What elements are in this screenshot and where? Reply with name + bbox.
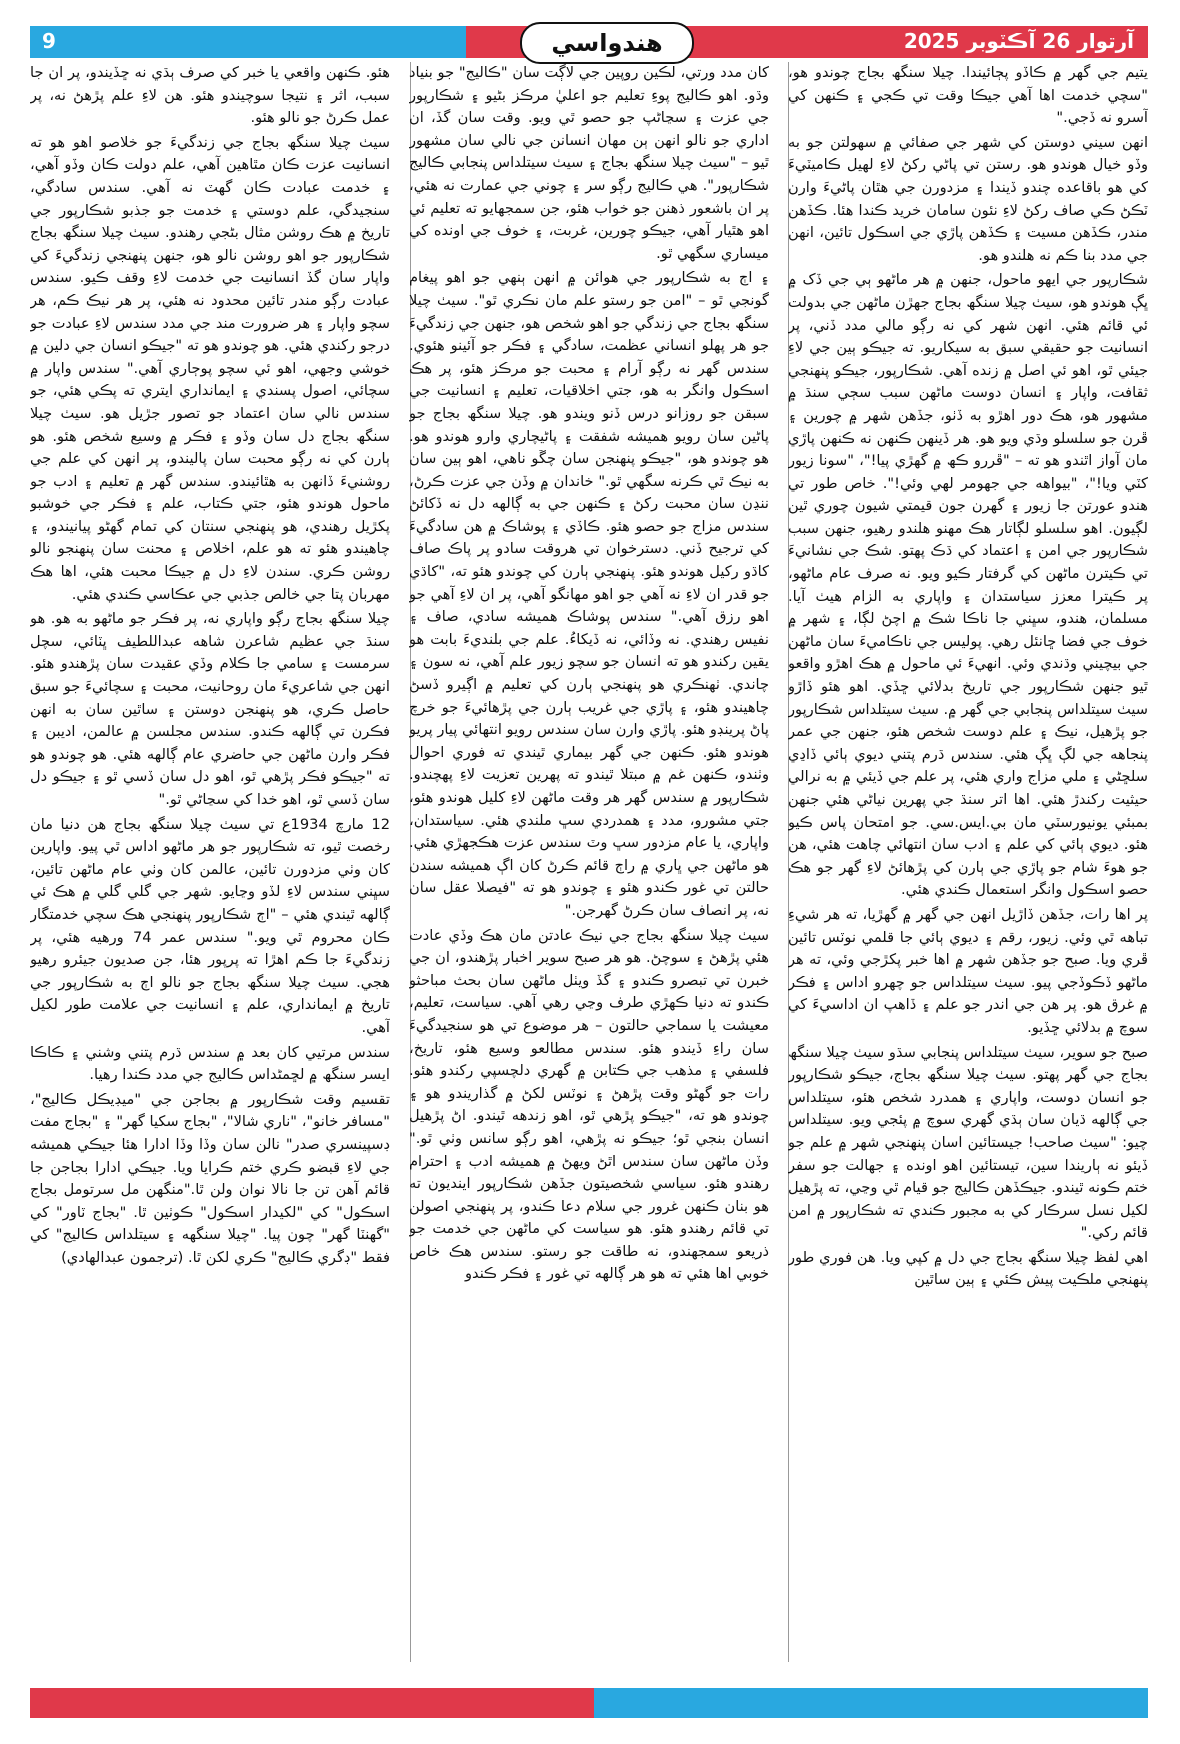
header-bar-blue — [30, 26, 466, 58]
page-header — [30, 26, 1148, 58]
article-paragraph: يتيم جي گهر ۾ ڪاڏو پڄائيندا. چيلا سنگھ بجاج چوندو هو، "سچي خدمت اها آهي جيڪا وقت تي ڪجي ۽ ڪنهن کي آسرو نه ڏجي." — [788, 64, 1148, 127]
page-footer — [30, 1688, 1148, 1718]
article-paragraph: اهي لفظ چيلا سنگھ بجاج جي دل ۾ کپي ويا. هن فوري طور پنهنجي ملڪيت پيش ڪئي ۽ ٻين ساٿين — [788, 1248, 1148, 1289]
article-paragraph: انهن سيني دوستن کي شهر جي صفائي ۾ سهولتن جو به وڏو خيال هوندو هو. رستن تي پاڻي رکڻ لاءِ لهيل ڪاميٽيءَ کي هو باقاعده چندو ڏيندا ۽ مزدورن جي هٿان پاڻيءَ وارن ٽڪڻ ڪي صاف رکڻ لاءِ نئون سامان خريد ڪندا هئا. ڪڏهن مندر، ڪڏهن مسيت ۽ ڪڏهن پاڙي جي اسڪول تائين، انهن جي مدد بنا ڪم نه هلندو هو. — [788, 133, 1148, 264]
article-paragraph: سيٺ چيلا سنگھ بجاج جي نيڪ عادتن مان هڪ وڏي عادت هئي پڙهڻ ۽ سوچڻ. هو هر صبح سوير اخبار پڙهندو، ان جي خبرن تي تبصرو ڪندو ۽ گڏ ويٺل ماڻهن سان بحث مباحثو ڪندو ته دنيا ڪهڙي طرف وڃي رهي آهي. سياست، تعليم، معيشت يا سماجي حالتون – هر موضوع تي هو سنجيدگيءَ سان راءِ ڏيندو هئو. سندس مطالعو وسيع هئو، تاريخ، فلسفي ۽ مذهب جي ڪتابن ۾ گهري دلچسپي رکندو هئو. رات جو گهڻو وقت پڙهڻ ۽ نوٽس لکڻ ۾ گذاريندو هو ۽ چوندو هو ته، "جيڪو پڙهي ٿو، اهو زندهه ٿيندو. اڻ پڙهيل انسان بنجي ٿو؛ جيڪو نه پڙهي، اهو رڳو سانس وٺي ٿو." وڏن ماڻهن سان سندس اٿڻ ويهڻ ۾ هميشه ادب ۽ احترام رهندو هئو. سياسي شخصيتون جڏهن شڪارپور اينديون ته هو بنان ڪنهن غرور جي سلام دعا ڪندو، پر پنهنجي اصولن تي قائم رهندو هئو. هو سياست کي ماڻهن جي خدمت جو ذريعو سمجهندو، نه طاقت جو رستو. سندس هڪ خاص خوبي اها هئي ته هو هر ڳالهه تي غور ۽ فڪر ڪندو — [409, 926, 769, 1283]
article-paragraph: چيلا سنگھ بجاج رڳو واپاري نه، پر فڪر جو ماڻهو به هو. هو سنڌ جي عظيم شاعرن شاهه عبداللطيف ڀٽائي، سچل سرمست ۽ سامي جا ڪلام وڏي عقيدت سان پڙهندو هئو. انهن جي شاعريءَ مان روحانيت، محبت ۽ سچائيءَ جو سبق حاصل ڪري، هو پنهنجن دوستن ۽ ساٿين سان به انهن فڪرن تي ڳالهه ڪندو. سندس مجلسن ۾ عالمن، اديبن ۽ فڪر وارن ماڻهن جي حاضري عام ڳالهه هئي. هو چوندو هو ته "جيڪو فڪر پڙهي ٿو، اهو دل سان ڏسي ٿو ۽ جيڪو دل سان ڏسي ٿو، اهو خدا کي سڃاڻي ٿو." — [30, 610, 390, 808]
article-paragraph: سندس مرتيي کان بعد ۾ سندس ڌرم پتني وشني ۽ ڪاڪا ايسر سنگھ ۾ لڇمڻداس ڪاليج جي مدد ڪندا رهيا. — [30, 1043, 390, 1084]
article-paragraph: تقسيم وقت شڪارپور ۾ بجاجن جي "ميڊيڪل ڪاليج"، "مسافر خانو"، "ناري شالا"، "بجاج سکيا گهر" ۽ "بجاج مفت ڊسپينسري صدر" نالن سان وڏا وڏا ادارا هئا جيڪي هميشه جي لاءِ قبضو ڪري ختم ڪرايا ويا. جيڪي ادارا بجاجن جا قائم آهن تن جا نالا نوان ولن ٿا."منگهن مل سرتومل بجاج اسڪول" کي "لکيدار اسڪول" ڪوٺين ٿا. "بجاج ٽاور" کي "گهنٽا گهر" چون پيا. "چيلا سنگھه ۽ سيتلداس ڪاليج" کي فقط "ڊگري ڪاليج" ڪري لکن ٿا. (ترجمون عبدالهادي) — [30, 1090, 390, 1266]
article-columns — [30, 62, 1148, 1682]
footer-bar-blue — [594, 1688, 1148, 1718]
article-paragraph: هئو. ڪنهن واقعي يا خبر کي صرف ٻڌي نه ڇڏيندو، پر ان جا سبب، اثر ۽ نتيجا سوچيندو هئو. هن لاءِ علم پڙهڻ نه، پر عمل ڪرڻ جو نالو هئو. — [30, 64, 390, 127]
footer-bar-red — [30, 1688, 594, 1718]
article-column-middle — [409, 62, 769, 1682]
article-paragraph: کان مدد ورتي، لڪين روپين جي لاڳت سان "ڪاليج" جو بنياد وڌو. اهو ڪاليج پوءِ تعليم جو اعليٰ مرڪز بڻيو ۽ شڪارپور جي عزت ۽ سڃاڻپ جو حصو ٿي ويو. وقت سان گڏ، ان اداري جو نالو انهن ٻن مهان انسانن جي نالي سان مشهور ٿيو – "سيٺ چيلا سنگھ بجاج ۽ سيٺ سيتلداس پنجابي ڪاليج شڪارپور". هي ڪاليج رڳو سر ۽ چوني جي عمارت نه هئي، پر ان باشعور ذهنن جو خواب هئو، جن سمجهايو ته تعليم ئي اهو هٿيار آهي، جيڪو چورين، غربت، ۽ خوف جي اونده کي ميساري سگهي ٿو. — [409, 64, 769, 262]
article-paragraph: ۽ اڄ به شڪارپور جي هوائن ۾ انهن ٻنهي جو اهو پيغام گونجي ٿو – "امن جو رستو علم مان نڪري ٿو". سيٺ چيلا سنگھ بجاج جي زندگي جو اهو شخص هو، جنهن جي زندگيءَ جو هر پهلو انساني عظمت، سادگي ۽ فڪر جو آئينو هئوي. سندس گهر نه رڳو آرام ۽ محبت جو مرڪز هئو، پر هڪ اسڪول وانگر به هو، جتي اخلاقيات، تعليم ۽ انسانيت جي سبقن جو روزانو درس ڏنو ويندو هو. چيلا سنگھ بجاج جو پاڻين سان رويو هميشه شفقت ۽ پاڻيچاري وارو هوندو هو. هو چوندو هو، "جيڪو پنهنجن سان چڱو ناهي، اهو ٻين سان به نيڪ ٿي ڪرنه سگهي ٿو." خاندان ۾ وڏن جي عزت ڪرڻ، ننڍن سان محبت رکڻ ۽ ڪنهن جي به ڳالهه دل نه ڏکائڻ سندس مزاج جو حصو هئو. ڪاڏي ۽ پوشاڪ ۾ هن سادگيءَ کي ترجيح ڏني. دسترخوان تي هروقت سادو پر پاڪ صاف کاڌو رکيل هوندو هئو. پنهنجي ٻارن کي چوندو هئو ته، "کاڌي جو قدر ان لاءِ نه آهي جو اهو مهانگو آهي، پر ان لاءِ آهي جو اهو رزق آهي." سندس پوشاڪ هميشه سادي، صاف ۽ نفيس رهندي. نه وڏائي، نه ڏيکاءُ. علم جي بلنديءَ بابت هو يقين رکندو هو ته انسان جو سچو زيور علم آهي، نه سون ۽ چاندي. ٺهنڪري هو پنهنجي ٻارن کي تعليم ۾ اڳيرو ڏسڻ چاهيندو هئو، ۽ پاڙي جي غريب ٻارن جي پڙهائيءَ جو خرچ پاڻ پرينڊو هئو. پاڙي وارن سان سندس رويو انتهائي پيار پريو هوندو هئو. ڪنهن جي گهر بيماري ٿيندي ته فوري احوال وٺندو، ڪنهن غم ۾ مبتلا ٿيندو ته پهرين تعزيت لاءِ پهچندو. شڪارپور ۾ سندس گهر هر وقت ماڻهن لاءِ کليل هوندو هئو، جتي مشورو، مدد ۽ همدردي سڀ ملندي هئي. سياستدان، واپاري، يا عام مزدور سڀ وٽ سندس عزت هڪجهڙي هئي. هو ماڻهن جي ڀاري ۾ راڄ قائم ڪرڻ کان اڳ هميشه سندن حالتن تي غور ڪندو هئو ۽ چوندو هو ته "فيصلا عقل سان نه، پر انصاف سان ڪرڻ گهرجن." — [409, 269, 769, 919]
masthead-logo: هندواسي — [520, 22, 694, 64]
article-paragraph: پر اها رات، جڏهن ڏاڙيل انهن جي گهر ۾ گهڙيا، ته هر شيءِ تباهه ٿي وئي. زيور، رقم ۽ ديوي ٻائي جا قلمي نوٽس تائين ڦري ويا. صبح جو جڏهن شهر ۾ اها خبر پکڙجي وئي، ته هر ماڻهو ڏڪوڏجي پيو. سيٺ سيتلداس جو چهرو اداس ۽ فڪر ۾ غرق هو. پر هن جي اندر جو علم ۽ ڏاهپ ان اداسيءَ کي سوچ ۾ بدلائي ڇڏيو. — [788, 905, 1148, 1036]
page-number: 9 — [42, 29, 56, 53]
article-column-right — [788, 62, 1148, 1682]
article-paragraph: صبح جو سوير، سيٺ سيتلداس پنجابي سڌو سيٺ چيلا سنگھ بجاج جي گهر پهتو. سيٺ چيلا سنگھ بجاج، جيڪو شڪارپور جو انسان دوست، واپاري ۽ همدرد شخص هئو، سيتلداس جي ڳالهه ڌيان سان ٻڌي گهري سوچ ۾ پئجي ويو. سيتلداس چيو: "سيٺ صاحب! جيستائين اسان پنهنجي شهر ۾ علم جو ڏيئو نه ٻاريندا سين، تيستائين اهو اونده ۽ جهالت جو سفر ختم ڪونه ٿيندو. جيڪڏهن ڪاليج جو قيام ٿي وڃي، ته پڙهيل لکيل نسل سرڪار کي به مجبور ڪندي ته شڪارپور ۾ امن قائم رکي." — [788, 1043, 1148, 1242]
article-paragraph: 12 مارچ 1934ع تي سيٺ چيلا سنگھ بجاج هن دنيا مان رخصت ٿيو، ته شڪارپور جو هر ماڻهو اداس ٿي پيو. واپارين کان وٺي مزدورن تائين، عالمن کان وٺي عام ماڻهن تائين، سڀني سندس لاءِ لڏو وڃايو. شهر جي گلي گلي ۾ هڪ ئي ڳالهه ٿيندي هئي – "اڄ شڪارپور پنهنجي هڪ سچي خدمتگار ڪان محروم ٿي ويو." سندس عمر 74 ورهيه هئي، پر زندگيءَ جا ڪم اهڙا ته پرپور هئا، جن صديون جيئرو رهيو هجي. سيٺ چيلا سنگھ بجاج جو نالو اڄ به شڪارپور جي تاريخ ۾ ايمانداري، علم ۽ انسانيت جي علامت طور لکيل آهي. — [30, 815, 390, 1036]
article-column-left — [30, 62, 390, 1682]
article-paragraph: سيٺ چيلا سنگھ بجاج جي زندگيءَ جو خلاصو اهو هو ته انسانيت عزت ڪان مٿاهين آهي، علم دولت ڪان وڏو آهي، ۽ خدمت عبادت ڪان گهٽ نه آهي. سندس سادگي، سنجيدگي، علم دوستي ۽ خدمت جو جذبو شڪارپور جي تاريخ ۾ هڪ روشن مثال بڻجي رهندو. سيٺ چيلا سنگھ بجاج شڪارپور جو اهو روشن نالو هو، جنهن پنهنجي زندگيءَ کي واپار سان گڏ انسانيت جي خدمت لاءِ وقف ڪيو. سندس عبادت رڳو مندر تائين محدود نه هئي، پر هر نيڪ ڪم، هر سچو واپار ۽ هر ضرورت مند جي مدد سندس لاءِ عبادت جو درجو رکندي هئي. هو چوندو هو ته "جيڪو انسان جي دلين ۾ خوشي وجهي، اهو ئي سچو پوڄاري آهي." سندس واپار ۾ سچائي، اصول پسندي ۽ ايمانداري ايتري ته پڪي هئي، جو سندس نالي سان اعتماد جو تصور جڙيل هو. سيٺ چيلا سنگھ بجاج دل سان وڏو ۽ فڪر ۾ وسيع شخص هئو. هو ٻارن کي نه رڳو محبت سان پاليندو، پر انهن کي علم جي روشنيءَ ڏانهن به هٿائيندو. سندس گهر ۾ تعليم ۽ ادب جو ماحول هوندو هئو، جتي ڪتاب، علم ۽ فڪر جي خوشبو پکڙيل رهندي، هو پنهنجي سنتان کي تمام گهڻو پيانيندو، ۽ چاهيندو هئو ته هو علم، اخلاص ۽ محنت سان پنهنجو نالو روشن ڪري. سندن لاءِ دل ۾ جيڪا محبت هئي، اها هڪ مهربان پتا جي خالص جذبي جي عڪاسي ڪندي هئي. — [30, 133, 390, 603]
dateline: آرتوار 26 آڪٽوبر 2025 — [903, 29, 1134, 53]
article-paragraph: شڪارپور جي ايهو ماحول، جنهن ۾ هر ماڻهو ٻي جي ڏک ۾ ڀڳ هوندو هو، سيٺ چيلا سنگھ بجاج جهڙن ماڻهن جي بدولت ئي قائم هئي. انهن شهر کي نه رڳو مالي مدد ڏني، پر انسانيت جو حقيقي سبق به سيکاريو. ته جيڪو ٻين جي لاءِ جيئي ٿو، اهو ئي اصل ۾ زنده آهي. شڪارپور، جيڪو پنهنجي ثقافت، واپار ۽ انسان دوست ماڻهن سبب سڄي سنڌ ۾ مشهور هو، هڪ دور اهڙو به ڏٺو، جڏهن شهر ۾ چورين ۽ ڦرن جو سلسلو وڌي ويو هو. هر ڏينهن ڪنهن نه ڪنهن پاڙي مان آواز اٿندو هو ته – "ڦررو ڪھ ۾ گهڙي پيا!"، "سونا زيور کٽي ويا!"، "بيواهه جي جهومر لهي وئي!". خاص طور تي هندو عورتن جا زيور ۽ گهرن جون قيمتي شيون چوري ٿين لڳيون. اهو سلسلو لڳاتار هڪ مهنو هلندو رهيو، جنهن سبب شڪارپور جي امن ۽ اعتماد کي ڌڪ پهتو. شڪ جي نشانيءَ تي ڪيترن ماڻهن کي گرفتار ڪيو ويو. نه صرف عام ماڻهو، پر ڪيترا معزز سياستدان ۽ واپاري به الزام هيٺ آيا. مسلمان، هندو، سڀني جا ناڪا شڪ ۾ اچڻ لڳا، ۽ شهر ۾ خوف جي فضا ڇانئل رهي. پوليس جي ناڪاميءَ سان ماڻهن جي بيچيني وڌندي وئي. انهيءَ ئي ماحول ۾ هڪ اهڙو واقعو ٿيو جنهن شڪارپور جي تاريخ بدلائي ڇڏي. اهو هئو ڏاڙو سيٺ سيتلداس پنجابي جي گهر ۾. سيٺ سيتلداس شڪارپور جو پڙهيل، نيڪ ۽ علم دوست شخص هئو، جنهن جي عمر پنجاهه جي لڳ ڀڳ هئي. سندس ڌرم پتني ديوي ٻائي ڏاڍي سلڇڻي ۽ ملي مزاج واري هئي، پر علم جي ڏيئي ۾ به نرالي حيثيت رکندڙ هئي. اها اتر سنڌ جي پهرين نياڻي هئي جنهن بمبئي يونيورسٽي مان بي.ايس.سي. جو امتحان پاس ڪيو هئو. ديوي ٻائي کي علم ۽ ادب سان انتهائي چاهت هئي، هن جو هوءَ شام جو پاڙي جي ٻارن کي پڙهائڻ لاءِ گهر جو هڪ حصو اسڪول وانگر استعمال ڪندي هئي. — [788, 271, 1148, 899]
